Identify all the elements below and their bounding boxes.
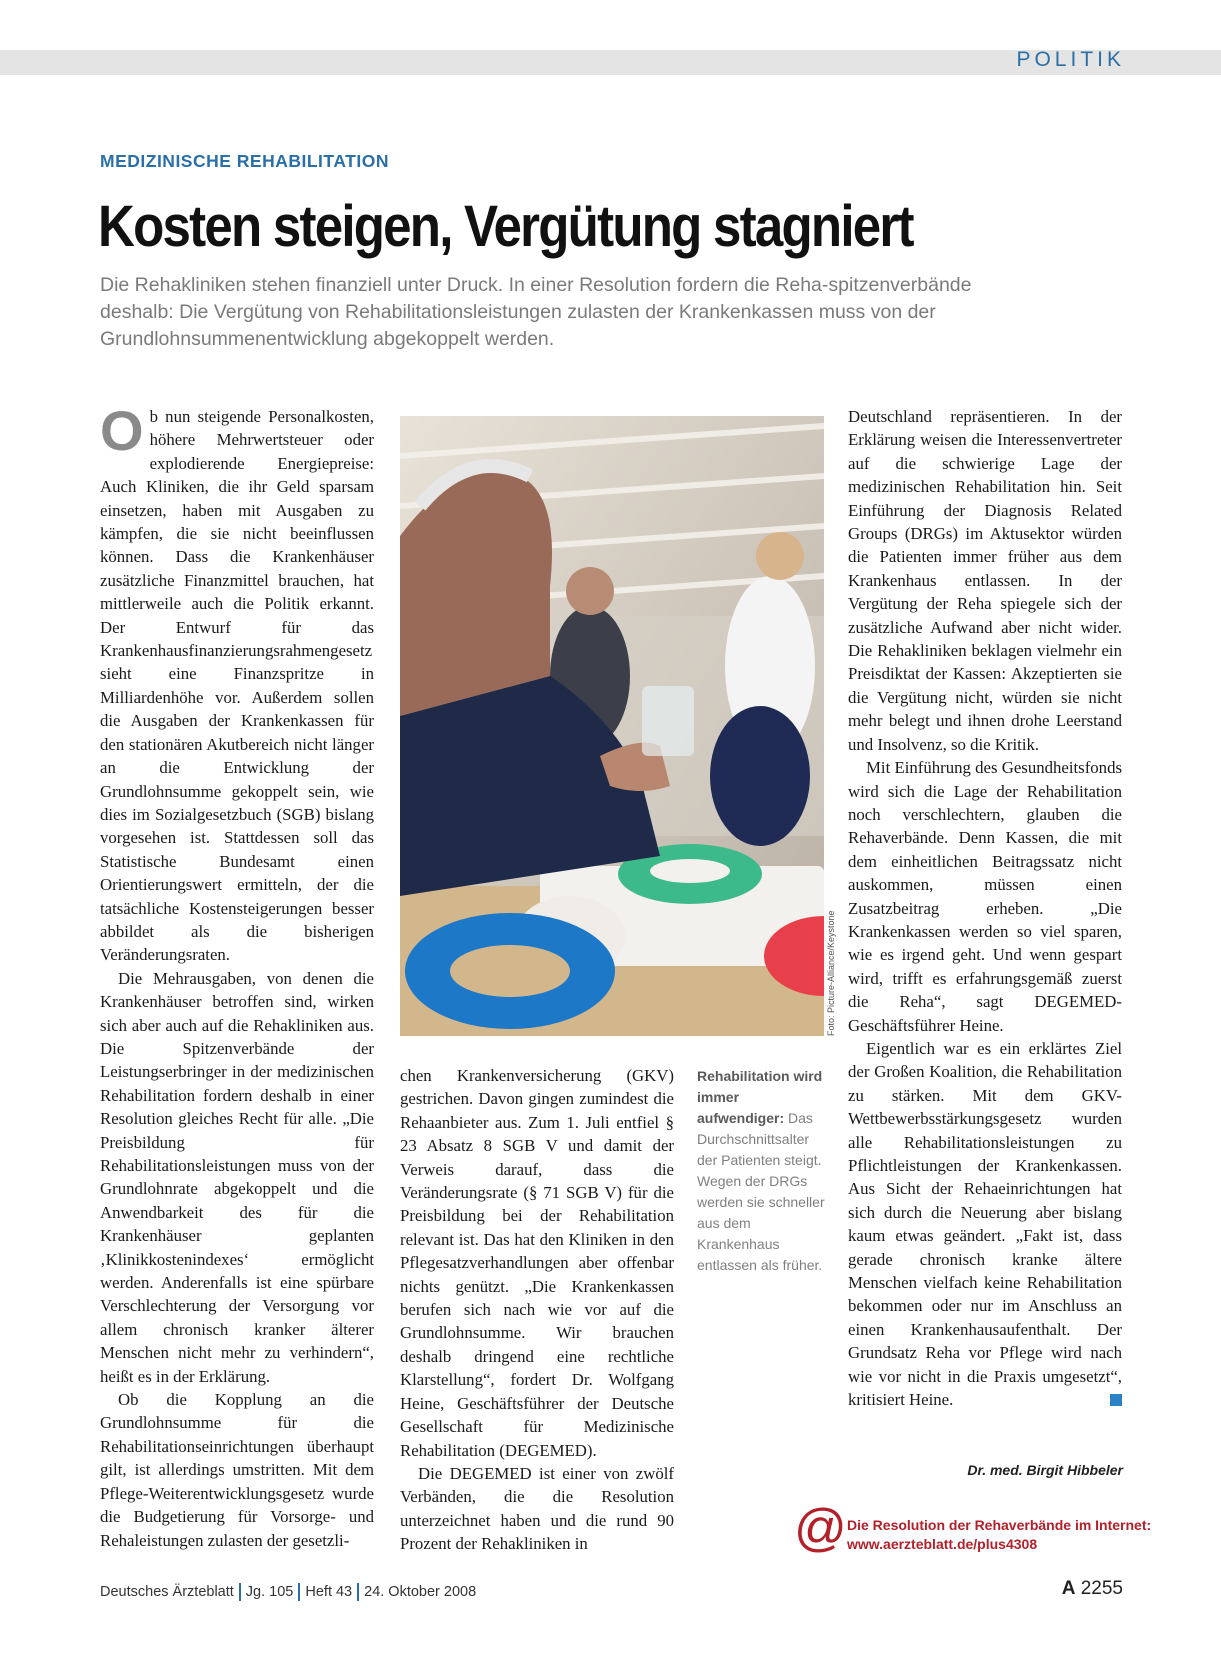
paragraph: Die Mehrausgaben, von denen die Krankenhäuser betroffen sind, wirken sich aber auch auf die Rehakliniken aus. Die Spitzenverbände der Leistungserbringer in der medizinischen Rehabilitation fordern deshalb in einer Resolution gleiches Recht für alle. „Die Preisbildung für Rehabilitationsleistungen muss von der Grundlohnrate abgekoppelt und die Anwendbarkeit des für die Krankenhäuser geplanten ‚Klinikkostenindexes‘ ermöglicht werden. Anderenfalls ist eine spürbare Verschlechterung der Versorgung vor allem chronisch kranker älterer Menschen nicht mehr zu verhindern“, heißt es in der Erklärung. (100, 968, 374, 1386)
text-column-1 (100, 399, 374, 1552)
issue-date: 24. Oktober 2008 (364, 1583, 477, 1600)
paragraph: Die DEGEMED ist einer von zwölf Verbänden, die die Resolution unterzeichnet haben und die rund 90 Prozent der Rehakliniken in (400, 1463, 674, 1554)
paragraph: chen Krankenversicherung (GKV) gestrichen. Davon gingen zumindest die Rehaanbieter aus. Zum 1. Juli entfiel § 23 Absatz 8 SGB V und damit der Verweis darauf, dass die Veränderungsrate (§ 71 SGB V) für die Preisbildung bei der Rehabilitation relevant ist. Das hat den Kliniken in den Pflegesatzverhandlungen aber offenbar nichts genützt. „Die Krankenkassen berufen sich nach wie vor auf die Grundlohnsumme. Wir brauchen deshalb dringend eine rechtliche Klarstellung“, fordert Dr. Wolfgang Heine, Geschäftsführer der Deutsche Gesellschaft für Medizinische Rehabilitation (DEGEMED). (400, 1066, 674, 1460)
paragraph: Eigentlich war es ein erklärtes Ziel der Großen Koalition, die Rehabilitation zu stärken. Mit dem GKV-Wettbewerbsstärkungsgesetz wurden alle Rehabilitationsleistungen zu Pflichtleistungen der Krankenkassen. Aus Sicht der Rehaeinrichtungen hat sich durch die Neuerung aber bislang kaum etwas geändert. „Fakt ist, dass gerade chronisch kranke ältere Menschen vielfach keine Rehabilitation bekommen oder nur im Anschluss an einen Krankenhausaufenthalt. Der Grundsatz Reha vor Pflege wird nach wie vor nicht in die Praxis umgesetzt“, kritisiert Heine. (848, 1038, 1122, 1410)
text-column-3 (848, 405, 1122, 1411)
photo-caption (697, 1066, 829, 1276)
article-kicker: MEDIZINISCHE REHABILITATION (100, 151, 389, 171)
journal-issue: Heft 43 (305, 1583, 353, 1600)
paragraph: Ob nun steigende Personalkosten, höhere Mehrwertsteuer oder explodierende Energiepreise: Auch Kliniken, die ihr Geld sparsam einsetzen, haben mit Ausgaben zu kämpfen, die sie nicht beeinflussen können. Dass die Krankenhäuser zusätzliche Finanzmittel brauchen, hat mittlerweile auch die Politik erkannt. Der Entwurf für das Krankenhausfinanzierungsrahmengesetz sieht eine Finanzspritze in Milliardenhöhe vor. Außerdem sollen die Ausgaben der Krankenkassen für den stationären Akutbereich nicht länger an die Entwicklung der Grundlohnsumme gekoppelt sein, wie dies im Sozialgesetzbuch (SGB) bislang vorgesehen ist. Stattdessen soll das Statistische Bundesamt einen Orientierungswert ermitteln, der die tatsächliche Kostensteigerungen besser abbildet als die bisherigen Veränderungsraten. (100, 399, 374, 965)
caption-title: Rehabilitation wird immer aufwendiger: (697, 1068, 823, 1126)
text-column-2 (400, 1064, 674, 1556)
article-lead: Die Rehakliniken stehen finanziell unter Druck. In einer Resolution fordern die Reha-spitzenverbände deshalb: Die Vergütung von Rehabilitationsleistungen zulasten der Krankenkassen muss von der Grundlohnsummenentwicklung abgekoppelt werden. (100, 274, 972, 350)
paragraph: Deutschland repräsentieren. In der Erklärung weisen die Interessenvertreter auf die schwierige Lage der medizinischen Rehabilitation hin. Seit Einführung der Diagnosis Related Groups (DRGs) im Aktusektor würden die Patienten immer früher aus dem Krankenhaus entlassen. In der Vergütung der Reha spiegele sich der zusätzliche Aufwand aber nicht wider. Die Rehakliniken beklagen vielmehr ein Preisdiktat der Kassen: Akzeptierten sie die Vergütung nicht, würden sie nicht mehr belegt und ihnen drohe Leerstand und Insolvenz, so die Kritik. (848, 407, 1122, 754)
divider (298, 1583, 300, 1601)
weblink-url[interactable]: www.aerzteblatt.de/plus4308 (847, 1536, 1038, 1552)
page-number: A 2255 (1061, 1578, 1123, 1599)
paragraph: Mit Einführung des Gesundheitsfonds wird sich die Lage der Rehabilitation noch verschlechtern, glauben die Rehaverbände. Denn Kassen, die mit dem einheitlichen Beitragssatz nicht auskommen, müssen einen Zusatzbeitrag erheben. „Die Krankenkassen werden so viel sparen, wie es irgend geht. Und wenn gespart wird, trifft es erfahrungsgemäß zuerst die Reha“, sagt DEGEMED-Geschäftsführer Heine. (848, 758, 1122, 1035)
weblink-label: Die Resolution der Rehaverbände im Internet: (847, 1517, 1152, 1533)
resolution-web-link[interactable] (847, 1516, 1151, 1554)
end-mark-icon (1110, 1394, 1122, 1406)
author-byline: Dr. med. Birgit Hibbeler (967, 1462, 1123, 1478)
caption-text: Das Durchschnittsalter der Patienten steigt. Wegen der DRGs werden sie schneller aus dem Krankenhaus entlassen als früher. (697, 1110, 825, 1273)
at-icon: @ (794, 1499, 847, 1557)
drop-cap: O (100, 399, 144, 462)
photo-credit: Foto: Picture-Alliance/Keystone (826, 910, 836, 1036)
section-label: POLITIK (1016, 48, 1125, 71)
divider (239, 1583, 241, 1601)
paragraph: Ob die Kopplung an die Grundlohnsumme für die Rehabilitationseinrichtungen überhaupt gilt, ist allerdings umstritten. Mit dem Pflege-Weiterentwicklungsgesetz wurde die Budgetierung für Vorsorge- und Rehaleistungen zulasten der gesetzli- (100, 1390, 374, 1550)
article-photo (400, 416, 824, 1036)
divider (357, 1583, 359, 1601)
photo-illustration (400, 416, 824, 1036)
journal-volume: Jg. 105 (245, 1583, 294, 1600)
page-footer (100, 1583, 476, 1601)
article-title: Kosten steigen, Vergütung stagniert (98, 194, 913, 259)
journal-name: Deutsches Ärzteblatt (100, 1583, 234, 1600)
